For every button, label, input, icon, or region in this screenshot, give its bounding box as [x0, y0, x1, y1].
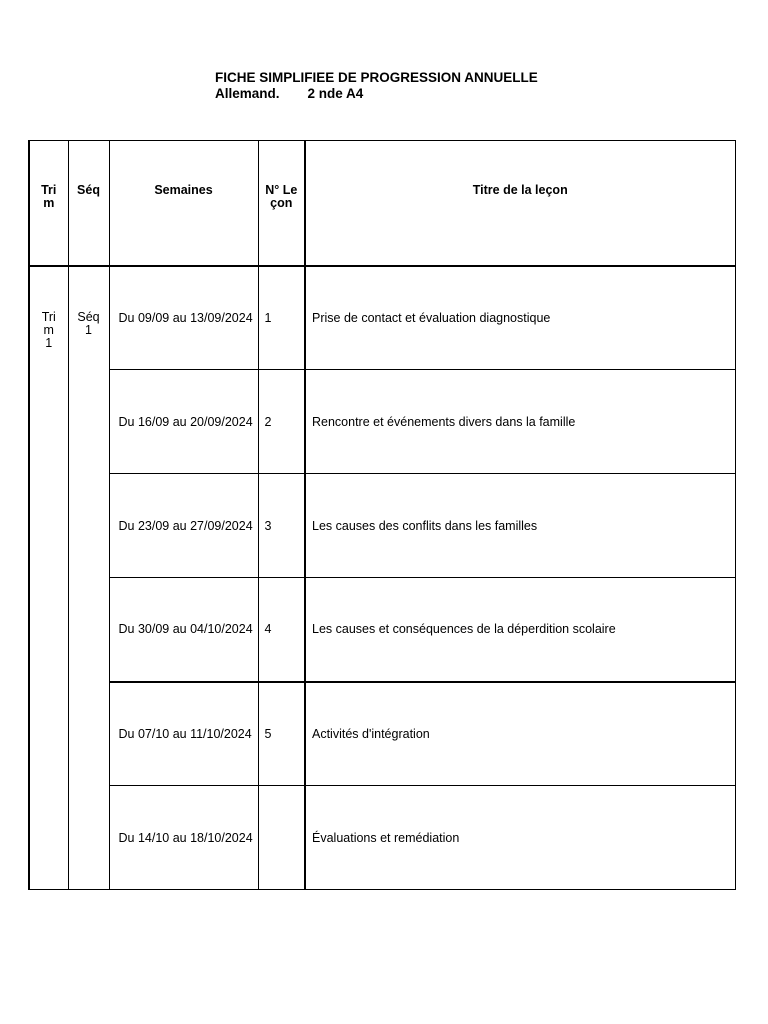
lecon-title-cell: Les causes des conflits dans les familles — [305, 474, 735, 578]
table-row — [29, 266, 735, 370]
lecon-number-cell: 1 — [258, 266, 305, 370]
header-titre — [305, 141, 735, 266]
header-num-lecon — [258, 141, 305, 266]
document-title: FICHE SIMPLIFIEE DE PROGRESSION ANNUELLE — [215, 70, 538, 85]
semaines-cell: Du 16/09 au 20/09/2024 — [109, 370, 258, 474]
header-semaines — [109, 141, 258, 266]
lecon-title-cell: Les causes et conséquences de la déperdition scolaire — [305, 578, 735, 682]
class-level-label: 2 nde A4 — [307, 86, 364, 101]
lecon-number-cell: 4 — [258, 578, 305, 682]
header-seq — [68, 141, 109, 266]
lecon-title-cell: Prise de contact et évaluation diagnostique — [305, 266, 735, 370]
header-trim-label: Trim — [41, 183, 57, 210]
trimester-cell — [29, 266, 68, 890]
table-row — [29, 578, 735, 682]
header-num-lecon-label: N° Leçon — [265, 183, 298, 210]
trimester-label: Trim 1 — [41, 309, 56, 350]
lecon-number-cell: 3 — [258, 474, 305, 578]
header-semaines-label: Semaines — [154, 183, 213, 197]
table-header-row — [29, 141, 735, 266]
document-subtitle — [215, 86, 538, 102]
lecon-title-cell: Rencontre et événements divers dans la famille — [305, 370, 735, 474]
subject-label: Allemand. — [215, 86, 280, 101]
semaines-cell: Du 07/10 au 11/10/2024 — [109, 682, 258, 786]
progression-table — [28, 140, 736, 890]
sequence-cell — [68, 266, 109, 890]
semaines-cell: Du 09/09 au 13/09/2024 — [109, 266, 258, 370]
semaines-cell: Du 23/09 au 27/09/2024 — [109, 474, 258, 578]
lecon-title-cell: Évaluations et remédiation — [305, 786, 735, 890]
header-titre-label: Titre de la leçon — [472, 183, 568, 197]
lecon-number-cell — [258, 786, 305, 890]
header-trim — [29, 141, 68, 266]
sequence-label: Séq 1 — [77, 309, 100, 337]
document-header — [215, 70, 538, 102]
table-row — [29, 682, 735, 786]
lecon-title-cell: Activités d'intégration — [305, 682, 735, 786]
lecon-number-cell: 2 — [258, 370, 305, 474]
table-row — [29, 370, 735, 474]
lecon-number-cell: 5 — [258, 682, 305, 786]
header-seq-label: Séq — [77, 183, 100, 197]
table-row — [29, 474, 735, 578]
table-row — [29, 786, 735, 890]
semaines-cell: Du 14/10 au 18/10/2024 — [109, 786, 258, 890]
semaines-cell: Du 30/09 au 04/10/2024 — [109, 578, 258, 682]
